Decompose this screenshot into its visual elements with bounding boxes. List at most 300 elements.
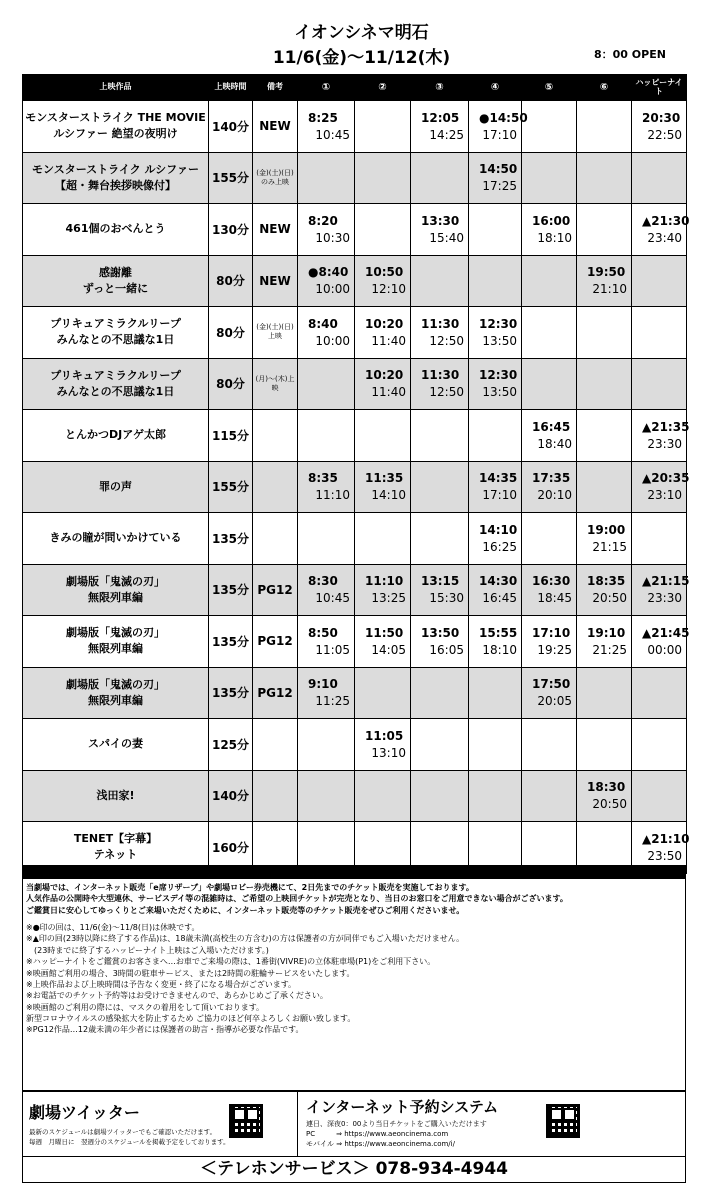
start-time: 19:10: [587, 625, 626, 640]
screen-showtime: [469, 719, 522, 771]
screen-showtime[interactable]: [411, 616, 469, 668]
twitter-qr-code[interactable]: [229, 1104, 263, 1138]
start-time: 14:10: [479, 522, 518, 537]
end-time: 14:10: [371, 488, 406, 503]
screen-showtime[interactable]: [469, 513, 522, 565]
screen-showtime: [577, 461, 632, 513]
movie-title-line: 感謝離: [99, 265, 132, 279]
screen-showtime[interactable]: [298, 204, 355, 256]
screen-showtime[interactable]: [522, 564, 577, 616]
movie-title: [23, 461, 209, 513]
start-time: ▲21:35: [642, 419, 690, 434]
movie-note: PG12: [253, 564, 298, 616]
start-time: 16:30: [532, 574, 571, 589]
screen-showtime[interactable]: [355, 461, 411, 513]
start-time: 16:00: [532, 213, 571, 228]
end-time: 17:25: [482, 179, 517, 194]
start-time: 12:30: [479, 368, 518, 383]
happy-night-showtime: [632, 358, 687, 410]
col-screen-3: ③: [411, 75, 469, 101]
screen-showtime: [469, 667, 522, 719]
schedule-row: [23, 255, 687, 307]
end-time: 17:10: [482, 488, 517, 503]
col-screen-1: ①: [298, 75, 355, 101]
screen-showtime: [577, 667, 632, 719]
start-time: ▲21:15: [642, 574, 690, 589]
movie-note: NEW: [253, 204, 298, 256]
screen-showtime: [298, 358, 355, 410]
end-time: 18:10: [537, 230, 572, 245]
end-time: 15:40: [429, 230, 464, 245]
movie-note: PG12: [253, 667, 298, 719]
internet-pc-link[interactable]: PC ⇒ https://www.aeoncinema.com: [306, 1130, 449, 1139]
happy-night-showtime[interactable]: [632, 616, 690, 668]
end-time: 23:50: [647, 848, 682, 863]
screen-showtime: [577, 410, 632, 462]
movie-title: [23, 307, 209, 359]
internet-line-1: 連日、深夜0：00より当日チケットをご購入いただけます: [306, 1120, 487, 1128]
notice-line: ※上映作品および上映時間は予告なく変更・終了になる場合がございます。: [26, 979, 297, 989]
col-screen-6: ⑥: [577, 75, 632, 101]
movie-note: PG12: [253, 616, 298, 668]
screen-showtime[interactable]: [469, 564, 522, 616]
screen-showtime: [411, 461, 469, 513]
happy-night-showtime: [632, 307, 687, 359]
notice-line: 当劇場では、インターネット販売「e席リザーブ」や劇場ロビー券売機にて、2日先までのチケット販売を実施しております。: [26, 883, 474, 892]
notice-line: ※映画館のご利用の際には、マスクの着用をして頂いております。: [26, 1002, 265, 1012]
screen-showtime[interactable]: [355, 358, 411, 410]
start-time: 8:35: [308, 471, 338, 486]
happy-night-showtime: [632, 770, 687, 822]
screen-showtime: [355, 667, 411, 719]
start-time: 10:50: [365, 265, 404, 280]
movie-title-line: みんなとの不思議な1日: [56, 384, 175, 398]
movie-duration: 125分: [209, 719, 253, 771]
start-time: 12:05: [421, 110, 460, 125]
screen-showtime[interactable]: [577, 564, 632, 616]
end-time: 13:25: [371, 591, 406, 606]
start-time: 13:15: [421, 574, 460, 589]
start-time: ●14:50: [479, 110, 528, 125]
screen-showtime[interactable]: [469, 307, 522, 359]
screen-showtime: [411, 152, 469, 204]
schedule-row: [23, 358, 687, 410]
movie-title-line: 劇場版「鬼滅の刃」: [66, 574, 165, 588]
screen-showtime: [577, 719, 632, 771]
start-time: 8:25: [308, 110, 338, 125]
movie-title: [23, 410, 209, 462]
end-time: 11:40: [371, 333, 406, 348]
screen-showtime[interactable]: [411, 204, 469, 256]
screen-showtime: [355, 152, 411, 204]
movie-note: [253, 410, 298, 462]
start-time: 13:30: [421, 213, 460, 228]
movie-duration: 140分: [209, 770, 253, 822]
screen-showtime: [355, 101, 411, 153]
start-time: 11:50: [365, 625, 404, 640]
end-time: 12:50: [429, 333, 464, 348]
movie-note: [253, 719, 298, 771]
screen-showtime[interactable]: [469, 358, 522, 410]
movie-title-line: 【超・舞台挨拶映像付】: [55, 178, 176, 192]
twitter-section: [23, 1092, 298, 1156]
movie-note: (金)(土)(日)のみ上映: [253, 152, 298, 204]
screen-showtime: [522, 101, 577, 153]
end-time: 22:50: [647, 127, 682, 142]
schedule-row: [23, 719, 687, 771]
movie-note: [253, 461, 298, 513]
movie-duration: 135分: [209, 616, 253, 668]
schedule-row: [23, 204, 687, 256]
start-time: 8:50: [308, 625, 338, 640]
movie-duration: 160分: [209, 822, 253, 874]
end-time: 10:45: [315, 591, 350, 606]
start-time: 8:30: [308, 574, 338, 589]
end-time: 11:10: [315, 488, 350, 503]
start-time: 10:20: [365, 316, 404, 331]
movie-title-line: きみの瞳が問いかけている: [49, 531, 182, 545]
movie-note: NEW: [253, 101, 298, 153]
movie-title-line: 浅田家!: [96, 788, 135, 802]
movie-duration: 80分: [209, 307, 253, 359]
end-time: 11:25: [315, 694, 350, 709]
movie-duration: 130分: [209, 204, 253, 256]
twitter-line-2: 毎週 月曜日に 翌週分のスケジュールを掲載予定をしております。: [29, 1137, 230, 1146]
happy-night-showtime: [632, 513, 687, 565]
schedule-row: [23, 307, 687, 359]
table-header-row: [23, 75, 687, 101]
end-time: 23:30: [647, 436, 682, 451]
happy-night-showtime: [632, 255, 687, 307]
movie-title-line: 劇場版「鬼滅の刃」: [66, 626, 165, 640]
end-time: 13:10: [371, 745, 406, 760]
movie-title-line: とんかつDJアゲ太郎: [65, 428, 166, 442]
movie-title-line: 無限列車編: [88, 693, 143, 707]
screen-showtime: [469, 255, 522, 307]
screen-showtime[interactable]: [411, 101, 469, 153]
happy-night-showtime: [632, 719, 687, 771]
footer-info: [22, 1091, 686, 1157]
movie-duration: 115分: [209, 410, 253, 462]
schedule-row: [23, 770, 687, 822]
screen-showtime: [411, 410, 469, 462]
internet-mobile-link[interactable]: モバイル ⇒ https://www.aeoncinema.com/i/: [306, 1140, 455, 1149]
start-time: 19:00: [587, 522, 626, 537]
movie-note: [253, 770, 298, 822]
screen-showtime: [522, 152, 577, 204]
movie-duration: 135分: [209, 564, 253, 616]
schedule-row: [23, 410, 687, 462]
screen-showtime[interactable]: [355, 616, 411, 668]
start-time: ▲21:10: [642, 831, 690, 846]
end-time: 21:10: [592, 282, 627, 297]
movie-title-line: みんなとの不思議な1日: [56, 333, 175, 347]
notice-line: ※映画館ご利用の場合、3時間の駐車サービス、または2時間の駐輪サービスをいたします。: [26, 968, 355, 978]
movie-duration: 80分: [209, 255, 253, 307]
start-time: 11:30: [421, 368, 460, 383]
col-title: 上映作品: [23, 75, 209, 101]
movie-title: [23, 616, 209, 668]
movie-title-line: 劇場版「鬼滅の刃」: [66, 677, 165, 691]
internet-qr-code[interactable]: [546, 1104, 580, 1138]
end-time: 21:25: [592, 642, 627, 657]
telephone-service: ＜テレホンサービス＞ 078-934-4944: [22, 1157, 686, 1183]
notice-box: [22, 879, 686, 1091]
movie-title: [23, 204, 209, 256]
screen-showtime: [522, 255, 577, 307]
screen-showtime: [522, 513, 577, 565]
notice-line: ※▲印の回(23時以降に終了する作品)は、18歳未満(高校生の方含む)の方は保護者の方が同伴でもご入場いただけません。: [26, 934, 465, 944]
end-time: 13:50: [482, 385, 517, 400]
screen-showtime: [355, 770, 411, 822]
movie-title: [23, 667, 209, 719]
movie-title: [23, 152, 209, 204]
screen-showtime[interactable]: [577, 770, 632, 822]
col-note: 備考: [253, 75, 298, 101]
movie-title: [23, 719, 209, 771]
screen-showtime: [469, 204, 522, 256]
screen-showtime[interactable]: [522, 410, 577, 462]
screen-showtime[interactable]: [355, 307, 411, 359]
start-time: 18:30: [587, 780, 626, 795]
notice-line: ※ハッピーナイトをご鑑賞のお客さまへ…お車でご来場の際は、1番街(VIVRE)の立体駐車場(P1)をご利用下さい。: [26, 957, 436, 967]
movie-title-line: テネット: [93, 848, 138, 862]
schedule-row: [23, 667, 687, 719]
end-time: 16:05: [429, 642, 464, 657]
start-time: 12:30: [479, 316, 518, 331]
end-time: 16:45: [482, 591, 517, 606]
movie-duration: 140分: [209, 101, 253, 153]
screen-showtime[interactable]: [298, 255, 355, 307]
happy-night-showtime: [632, 667, 687, 719]
happy-night-showtime[interactable]: [632, 101, 687, 153]
start-time: 11:35: [365, 471, 404, 486]
notice-line: ※●印の回は、11/6(金)～11/8(日)は休映です。: [26, 923, 200, 933]
screen-showtime: [577, 358, 632, 410]
screen-showtime[interactable]: [298, 101, 355, 153]
screen-showtime[interactable]: [298, 461, 355, 513]
end-time: 18:45: [537, 591, 572, 606]
notice-line: 人気作品の公開時や大型連休、サービスデイ等の混雑時は、ご希望の上映回チケットが完売となり、当日のお窓口をご用意できない場合がございます。: [26, 894, 568, 904]
end-time: 16:25: [482, 539, 517, 554]
screen-showtime[interactable]: [355, 255, 411, 307]
movie-note: [253, 513, 298, 565]
end-time: 23:40: [647, 230, 682, 245]
movie-title: [23, 358, 209, 410]
start-time: 8:40: [308, 316, 338, 331]
end-time: 18:10: [482, 642, 517, 657]
start-time: 14:50: [479, 162, 518, 177]
movie-title-line: モンスターストライク ルシファー: [32, 162, 199, 176]
screen-showtime[interactable]: [469, 461, 522, 513]
internet-section: [298, 1092, 685, 1156]
movie-title-line: 無限列車編: [88, 590, 143, 604]
notice-line: ご鑑賞日に安心してゆっくりとご来場いただくために、インターネット販売等のチケット販売をぜひご利用くださいませ。: [26, 905, 465, 915]
schedule-row: [23, 564, 687, 616]
screen-showtime[interactable]: [522, 461, 577, 513]
start-time: ▲21:30: [642, 213, 690, 228]
happy-night-showtime[interactable]: [632, 461, 690, 513]
movie-note: (月)～(木)上映: [253, 358, 298, 410]
end-time: 21:15: [592, 539, 627, 554]
movie-title-line: ルシファー 絶望の夜明け: [53, 127, 178, 141]
screen-showtime: [522, 307, 577, 359]
end-time: 19:25: [537, 642, 572, 657]
internet-title: インターネット予約システム: [306, 1098, 499, 1116]
happy-night-showtime[interactable]: [632, 410, 690, 462]
movie-title-line: ずっと一緒に: [82, 281, 149, 295]
notice-line: 新型コロナウイルスの感染拡大を防止するため ご協力のほど何卒よろしくお願い致します。: [26, 1013, 356, 1023]
end-time: 14:25: [429, 127, 464, 142]
screen-showtime: [522, 770, 577, 822]
screen-showtime: [522, 358, 577, 410]
twitter-line-1: 最新のスケジュールは劇場ツイッターでもご確認いただけます。: [29, 1128, 217, 1136]
col-screen-4: ④: [469, 75, 522, 101]
notice-line: ※PG12作品…12歳未満の年少者には保護者の助言・指導が必要な作品です。: [26, 1025, 304, 1035]
start-time: ●8:40: [308, 265, 349, 280]
screen-showtime[interactable]: [577, 513, 632, 565]
screen-showtime[interactable]: [298, 307, 355, 359]
movie-title-line: プリキュアミラクルリープ: [50, 368, 181, 382]
screen-showtime: [355, 204, 411, 256]
end-time: 12:10: [371, 282, 406, 297]
movie-title: [23, 101, 209, 153]
movie-title: [23, 564, 209, 616]
start-time: 17:10: [532, 625, 571, 640]
screen-showtime[interactable]: [469, 101, 528, 153]
screen-showtime: [298, 770, 355, 822]
screen-showtime: [298, 152, 355, 204]
screen-showtime: [298, 410, 355, 462]
movie-title: [23, 513, 209, 565]
end-time: 10:00: [315, 333, 350, 348]
divider-bar: [22, 865, 686, 879]
screen-showtime[interactable]: [577, 616, 632, 668]
notice-line: ※お電話でのチケット予約等はお受けできませんので、あらかじめご了承ください。: [26, 991, 328, 1001]
screen-showtime: [411, 667, 469, 719]
schedule-row: [23, 152, 687, 204]
start-time: 14:35: [479, 471, 518, 486]
col-screen-5: ⑤: [522, 75, 577, 101]
end-time: 17:10: [482, 127, 517, 142]
start-time: 8:20: [308, 213, 338, 228]
screen-showtime: [469, 410, 522, 462]
screen-showtime: [469, 770, 522, 822]
screen-showtime: [411, 770, 469, 822]
movie-title-line: プリキュアミラクルリープ: [50, 317, 181, 331]
screen-showtime: [522, 719, 577, 771]
movie-note: NEW: [253, 255, 298, 307]
movie-title-line: スパイの妻: [88, 737, 143, 751]
end-time: 20:10: [537, 488, 572, 503]
start-time: 17:50: [532, 677, 571, 692]
movie-title-line: モンスターストライク THE MOVIE: [25, 111, 206, 125]
happy-night-showtime[interactable]: [632, 204, 690, 256]
screen-showtime[interactable]: [298, 564, 355, 616]
start-time: 17:35: [532, 471, 571, 486]
start-time: ▲20:35: [642, 471, 690, 486]
screen-showtime[interactable]: [355, 719, 411, 771]
screen-showtime: [355, 513, 411, 565]
movie-title-line: 461個のおべんとう: [65, 222, 166, 236]
screen-showtime[interactable]: [522, 204, 577, 256]
screen-showtime: [411, 513, 469, 565]
start-time: ▲21:45: [642, 625, 690, 640]
movie-title-line: TENET【字幕】: [73, 832, 158, 846]
end-time: 20:50: [592, 797, 627, 812]
col-duration: 上映時間: [209, 75, 253, 101]
end-time: 20:50: [592, 591, 627, 606]
movie-duration: 155分: [209, 152, 253, 204]
screen-showtime: [577, 307, 632, 359]
screen-showtime: [355, 410, 411, 462]
screen-showtime[interactable]: [298, 667, 355, 719]
movie-duration: 155分: [209, 461, 253, 513]
start-time: 19:50: [587, 265, 626, 280]
start-time: 11:10: [365, 574, 404, 589]
start-time: 11:05: [365, 728, 404, 743]
end-time: 15:30: [429, 591, 464, 606]
page-title: イオンシネマ明石: [294, 23, 429, 43]
start-time: 9:10: [308, 677, 338, 692]
end-time: 11:05: [315, 642, 350, 657]
happy-night-showtime[interactable]: [632, 564, 690, 616]
start-time: 10:20: [365, 368, 404, 383]
screen-showtime: [411, 719, 469, 771]
end-time: 14:05: [371, 642, 406, 657]
schedule-row: [23, 101, 687, 153]
schedule-period: 11/6(金)～11/12(木): [272, 48, 451, 68]
screen-showtime: [577, 152, 632, 204]
screen-showtime: [298, 513, 355, 565]
end-time: 23:30: [647, 591, 682, 606]
screen-showtime[interactable]: [355, 564, 411, 616]
happy-night-showtime: [632, 152, 687, 204]
screen-showtime[interactable]: [411, 307, 469, 359]
col-happy-night: ハッピーナイト: [632, 75, 687, 101]
movie-title: [23, 770, 209, 822]
movie-title-line: 無限列車編: [88, 642, 143, 656]
start-time: 18:35: [587, 574, 626, 589]
movie-duration: 135分: [209, 513, 253, 565]
movie-title-line: 罪の声: [99, 479, 132, 493]
screen-showtime[interactable]: [411, 358, 469, 410]
screen-showtime[interactable]: [522, 667, 577, 719]
screen-showtime[interactable]: [298, 616, 355, 668]
end-time: 23:10: [647, 488, 682, 503]
screen-showtime: [298, 719, 355, 771]
twitter-title: 劇場ツイッター: [29, 1103, 140, 1122]
end-time: 10:30: [315, 230, 350, 245]
screen-showtime: [577, 204, 632, 256]
screen-showtime[interactable]: [411, 564, 469, 616]
end-time: 10:45: [315, 127, 350, 142]
screen-showtime[interactable]: [577, 255, 632, 307]
end-time: 00:00: [647, 642, 682, 657]
movie-title: [23, 255, 209, 307]
open-time: 8：00 OPEN: [594, 48, 666, 61]
movie-duration: 80分: [209, 358, 253, 410]
screen-showtime[interactable]: [469, 152, 522, 204]
start-time: 15:55: [479, 625, 518, 640]
schedule-row: [23, 461, 687, 513]
screen-showtime[interactable]: [522, 616, 577, 668]
schedule-table: [22, 74, 690, 874]
end-time: 10:00: [315, 282, 350, 297]
end-time: 12:50: [429, 385, 464, 400]
screen-showtime[interactable]: [469, 616, 522, 668]
end-time: 20:05: [537, 694, 572, 709]
